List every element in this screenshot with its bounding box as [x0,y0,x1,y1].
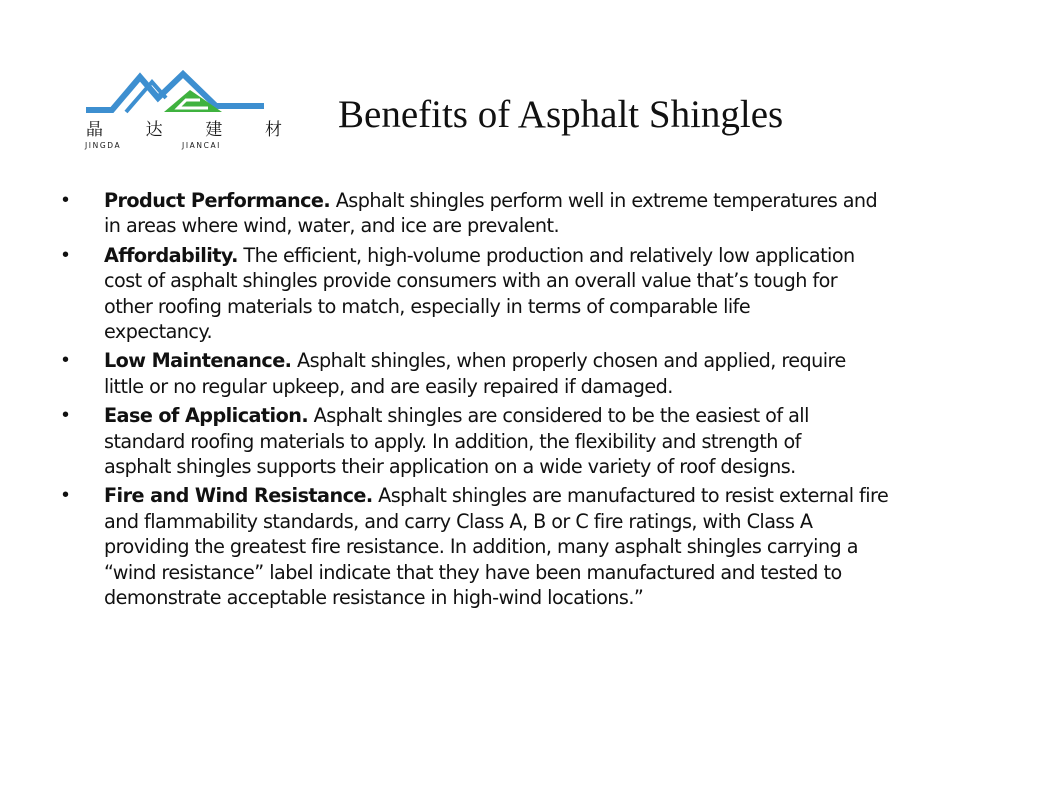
roof-logo-icon [82,68,282,118]
slide-title: Benefits of Asphalt Shingles [338,93,784,136]
logo-chinese-name [86,121,282,139]
logo-word: JIANCAI [182,141,221,150]
bullet-item-product-performance [0,188,1060,239]
bullet-lead: Affordability. [104,243,238,267]
bullet-item-ease-of-application [0,403,1060,479]
bullet-icon: • [62,243,70,266]
bullet-text: Product Performance. Asphalt shingles perform well in extreme temperatures and in areas where wind, water, and ice are prevalent. [104,189,878,238]
bullet-list [0,188,1060,615]
bullet-icon: • [62,189,70,211]
bullet-lead: Product Performance. [104,189,331,212]
bullet-text: Affordability. The efficient, high-volume production and relatively low application cost of asphalt shingles provide consumers with an overall value that’s tough for other roofing materials to match, especially in terms of comparable life expectancy. [104,243,855,344]
bullet-icon: • [62,349,70,372]
bullet-lead: Low Maintenance. [104,349,292,373]
bullet-icon: • [62,404,70,427]
bullet-item-fire-wind-resistance [0,483,1060,610]
logo-word: JINGDA [85,141,122,150]
bullet-item-affordability [0,243,1060,345]
bullet-lead: Fire and Wind Resistance. [104,484,373,508]
jingda-jiancai-logo [82,68,282,148]
bullet-item-low-maintenance [0,348,1060,399]
bullet-text: Ease of Application. Asphalt shingles are considered to be the easiest of all standard roofing materials to apply. In addition, the flexibility and strength of asphalt shingles supports their application on a wide variety of roof designs. [104,404,809,479]
logo-char: 材 [264,120,282,140]
logo-char: 晶 [86,120,103,140]
logo-char: 建 [205,120,223,140]
logo-english-name [85,141,281,150]
bullet-icon: • [62,484,70,507]
logo-char: 达 [145,120,163,140]
bullet-text: Fire and Wind Resistance. Asphalt shingles are manufactured to resist external fire and flammability standards, and carry Class A, B or C fire ratings, with Class A providing the greatest fire resistance. In addition, many asphalt shingles carrying a “wind resistance” label indicate that they have been manufactured and tested to demonstrate acceptable resistance in high-wind locations.” [104,484,889,610]
bullet-text: Low Maintenance. Asphalt shingles, when properly chosen and applied, require little or no regular upkeep, and are easily repaired if damaged. [104,349,846,398]
bullet-lead: Ease of Application. [104,404,309,428]
